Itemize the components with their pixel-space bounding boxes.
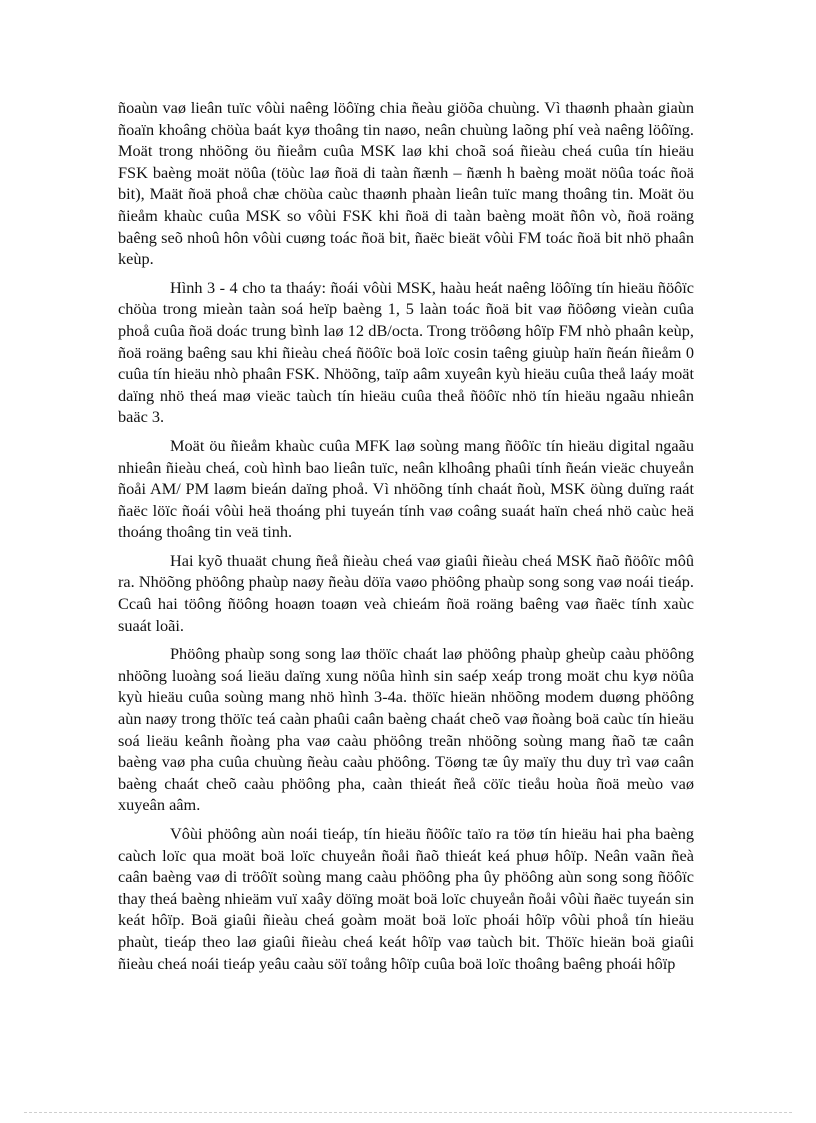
- page-bottom-divider: [24, 1112, 792, 1113]
- document-page: [118, 97, 694, 981]
- paragraph-6: Vôùi phöông aùn noái tieáp, tín hieäu ñöôïc taïo ra töø tín hieäu hai pha baèng caùch loïc qua moät boä loïc chuyeån ñoåi ñaõ thieát keá phuø hôïp. Neân vaãn ñeà caân baèng vaø di tröôït soùng mang caàu phöông pha ûy phöông aùn song song ñöôïc thay theá baèng nhieäm vuï xaây döïng moät boä loïc chuyeån ñoåi vôùi ñaëc tuyeán sin keát hôïp. Boä giaûi ñieàu cheá goàm moät boä loïc phoái hôïp vôùi phoå tín hieäu phaùt, tieáp theo laø giaûi ñieàu cheá keát hôïp vaø taùch bit. Thöïc hieän boä giaûi ñieàu cheá noái tieáp yeâu caàu söï toång hôïp cuûa boä loïc thoâng baêng phoái hôïp: [118, 824, 694, 973]
- paragraph-4: Hai kyõ thuaät chung ñeå ñieàu cheá vaø giaûi ñieàu cheá MSK ñaõ ñöôïc môû ra. Nhöõng phöông phaùp naøy ñeàu döïa vaøo phöông phaùp song song vaø noái tieáp. Ccaû hai töông ñöông hoaøn toaøn veà chieám ñoä roäng baêng vaø ñaëc tính xaùc suaát loãi.: [118, 550, 694, 635]
- paragraph-5: Phöông phaùp song song laø thöïc chaát laø phöông phaùp gheùp caàu phöông nhöõng luoàng soá lieäu daïng xung nöûa hình sin saép xeáp trong moät chu kyø nöûa kyù hieäu cuûa soùng mang nhö hình 3-4a. thöïc hieän nhöõng modem duøng phöông aùn naøy trong thöïc teá caàn phaûi caân baèng chaát cheõ vaø ñoàng boä caùc tín hieäu soá lieäu keânh ñoàng pha vaø caàu phöông treãn nhöõng soùng mang ñaõ tæ caân baèng vaø pha cuûa chuùng ñeàu caàu phöông. Töøng tæ ûy maïy thu duy trì vaø caân baèng chaát cheõ caàu phöông pha, caàn thieát ñeå cöïc tieåu hoùa ñoä meùo vaø xuyeân aâm.: [118, 644, 694, 815]
- paragraph-2: Hình 3 - 4 cho ta thaáy: ñoái vôùi MSK, haàu heát naêng löôïng tín hieäu ñöôïc chöùa trong mieàn taàn soá heïp baèng 1, 5 laàn toác ñoä bit vaø ñöôøng vieàn cuûa phoå cuûa ñoä doác trung bình laø 12 dB/octa. Trong tröôøng hôïp FM nhò phaân keùp, ñoä roäng baêng sau khi ñieàu cheá ñöôïc boä loïc cosin taêng giuùp haïn ñeán ñieåm 0 cuûa tín hieäu nhò phaân FSK. Nhöõng, taïp aâm xuyeân kyù hieäu cuûa theå laáy moät daïng nhö theá maø vieäc taùch tín hieäu cuûa theå ñöôïc nhö tín hieäu ngaãu nhieân baäc 3.: [118, 277, 694, 427]
- paragraph-3: Moät öu ñieåm khaùc cuûa MFK laø soùng mang ñöôïc tín hieäu digital ngaãu nhieân ñieàu cheá, coù hình bao lieân tuïc, neân klhoâng phaûi tính ñeán vieäc chuyeån ñoåi AM/ PM laøm bieán daïng phoå. Vì nhöõng tính chaát ñoù, MSK öùng duïng raát ñaëc löïc ñoái vôùi heä thoáng phi tuyeán tính vaø coâng suaát haïn cheá nhö caùc heä thoáng thoâng tin veä tinh.: [118, 435, 694, 542]
- paragraph-1: ñoaùn vaø lieân tuïc vôùi naêng löôïng chia ñeàu giöõa chuùng. Vì thaønh phaàn giaùn ñoaïn khoâng chöùa baát kyø thoâng tin naøo, neân chuùng laõng phí veà naêng löôïng. Moät trong nhöõng öu ñieåm cuûa MSK laø khi choã soá ñieàu cheá cuûa tín hieäu FSK baèng moät nöûa (töùc laø ñoä di taàn ñænh – ñænh h baèng moät nöûa toác ñoä bit), Maät ñoä phoå chæ chöùa caùc thaønh phaàn lieân tuïc mang thoâng tin. Moät öu ñieåm khaùc cuûa MSK so vôùi FSK khi ñoä di taàn baèng moät ñôn vò, ñoä roäng baêng seõ nhoû hôn vôùi cuøng toác ñoä bit, ñaëc bieät vôùi FM toác ñoä bit nhö phaân keùp.: [118, 98, 694, 269]
